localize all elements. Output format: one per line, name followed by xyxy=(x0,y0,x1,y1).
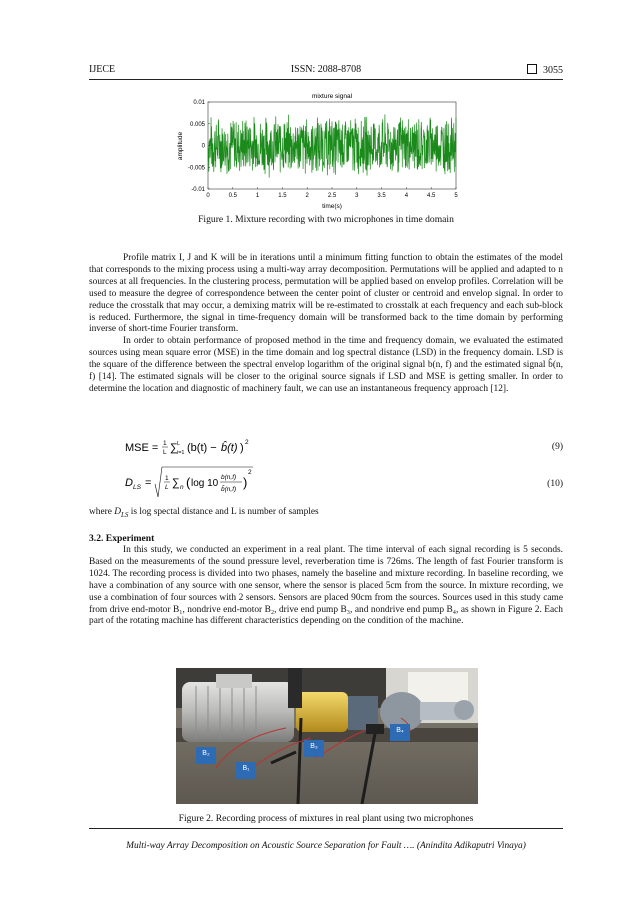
checkbox-icon xyxy=(527,64,537,74)
equation-10-number: (10) xyxy=(547,479,563,489)
equation-10 xyxy=(125,464,295,505)
equation-9 xyxy=(125,436,285,461)
figure1-caption: Figure 1. Mixture recording with two microphones in time domain xyxy=(198,214,454,225)
where-text: is log spectal distance and L is number of samples xyxy=(130,507,319,517)
svg-text:n: n xyxy=(180,484,184,491)
page-footer: Multi-way Array Decomposition on Acoustic Source Separation for Fault …. (Anindita Adikaputri Vinaya) xyxy=(126,841,526,851)
svg-text:2: 2 xyxy=(248,469,252,476)
mixture-signal-chart xyxy=(170,90,470,212)
x-tick-label: 5 xyxy=(454,193,458,199)
lsd-formula xyxy=(125,464,295,502)
dls-symbol: $D_{LS}$ xyxy=(114,507,129,519)
svg-text:b̂(n,f): b̂(n,f) xyxy=(221,486,237,493)
svg-text:∑: ∑ xyxy=(170,442,178,454)
y-tick-label: 0 xyxy=(201,143,205,150)
figure2-caption: Figure 2. Recording process of mixtures in real plant using two microphones xyxy=(178,813,474,824)
x-tick-label: 2.5 xyxy=(327,193,337,199)
where-line xyxy=(89,507,563,522)
journal-name: IJECE xyxy=(89,64,116,75)
header-rule xyxy=(89,79,563,80)
label-b4: B₄ xyxy=(396,727,404,734)
paragraph-1: Profile matrix I, J and K will be in iterations until a minimum fitting function to obtain the estimates of the model that corresponds to the mixing process using a multi-way array decomposition. Permutations will be applied and adapted to n sources at all frequencies. In the clustering process, permutation will be applied based on envelop profiles. Correlation will be used to measure the degree of correspondence between the center point of cluster or centroid and envelop signal. In order to reduce the crosstalk that may occur, a demixing matrix will be re-estimated to crosstalk at each frequency and each sub-block is reduced. Furthermore, the signal in time-frequency domain will be transformed back to the time domain by performing inverse of short-time Fourier transform. xyxy=(89,253,563,335)
issn: ISSN: 2088-8708 xyxy=(290,64,362,75)
svg-text:L: L xyxy=(163,449,167,456)
equation-9-number: (9) xyxy=(551,442,563,452)
page-header xyxy=(89,64,563,78)
section-heading: 3.2. Experiment xyxy=(89,533,155,544)
x-tick-label: 2 xyxy=(305,193,309,199)
svg-text:MSE =: MSE = xyxy=(125,442,159,454)
svg-text:(b(t) −: (b(t) − xyxy=(187,442,217,454)
y-tick-label: 0.01 xyxy=(193,100,205,106)
y-axis-label: amplitude xyxy=(177,131,184,161)
svg-text:log 10: log 10 xyxy=(191,478,219,489)
svg-text:b̂(t): b̂(t) xyxy=(221,442,238,454)
svg-text:D: D xyxy=(125,477,133,489)
chart-title: mixture signal xyxy=(311,93,353,100)
svg-text:b(n,f): b(n,f) xyxy=(221,474,237,481)
svg-text:i=1: i=1 xyxy=(177,450,185,456)
y-tick-label: 0.005 xyxy=(189,121,205,128)
svg-text:LS: LS xyxy=(133,484,141,491)
svg-text:L: L xyxy=(177,441,181,447)
svg-text:=: = xyxy=(145,477,152,489)
svg-text:): ) xyxy=(243,475,248,490)
svg-text:1: 1 xyxy=(163,440,167,447)
label-b2: B₂ xyxy=(202,750,210,757)
label-b1: B₁ xyxy=(242,765,250,772)
x-tick-label: 3 xyxy=(355,193,359,199)
plant-photo xyxy=(176,668,478,804)
paragraph-2: In order to obtain performance of proposed method in the time and frequency domain, we evaluated the estimated sources using mean square error (MSE) in the time domain and log spectral distance (LSD) in the frequency domain. LSD is the square of the difference between the spectral envelop logarithm of the original signal b(n, f) and the estimated signal b̂(n, f) [14]. The estimated signals will be closer to the original source signals if LSD and MSE is getting smaller. In order to determine the location and diagnostic of machinery fault, we can use an instantaneous frequency approach [12]. xyxy=(89,336,563,394)
x-tick-label: 3.5 xyxy=(377,193,386,199)
svg-text:L: L xyxy=(165,484,169,491)
x-tick-label: 1.5 xyxy=(278,193,287,199)
paragraph-3: In this study, we conducted an experiment in a real plant. The time interval of each signal recording is 5 seconds. Based on the measurements of the sound pressure level, reverberation time is 726ms. The length of fast Fourier transform is 1024. The recording process is divided into two phases, namely the baseline and mixture recording. In baseline recording, we have a combination of any source with one sensor, where the sensor is placed 5cm from the source. In mixture recording, we use a combination of four sources with 2 sensors. Sensors are placed 90cm from the sources. Sources used in this study came from drive end-motor B₁, nondrive end-motor B₂, drive end pump B₃, and nondrive end pump B₄, as shown in Figure 2. Each part of the rotating machine has different characteristics depending on the condition of the machine. xyxy=(89,545,563,627)
where-prefix: where xyxy=(89,507,112,517)
svg-text:2: 2 xyxy=(245,439,249,446)
label-b3: B₃ xyxy=(310,743,318,750)
footer-rule xyxy=(89,828,563,829)
x-tick-label: 4.5 xyxy=(427,193,436,199)
svg-text:): ) xyxy=(240,442,244,454)
plant-illustration xyxy=(176,668,478,804)
x-axis-label: time(s) xyxy=(322,203,342,210)
body-text-2 xyxy=(89,545,563,628)
y-tick-label: -0.01 xyxy=(191,187,205,193)
svg-text:∑: ∑ xyxy=(172,477,180,489)
x-tick-label: 0.5 xyxy=(228,193,237,199)
page-number: 3055 xyxy=(543,65,563,76)
svg-text:1: 1 xyxy=(165,475,169,482)
page-number-wrap xyxy=(527,64,563,76)
svg-text:(: ( xyxy=(186,475,191,490)
x-tick-label: 0 xyxy=(206,193,210,199)
body-text-1 xyxy=(89,253,563,396)
y-tick-labels xyxy=(188,100,210,193)
y-tick-label: -0.005 xyxy=(187,165,205,172)
x-tick-label: 1 xyxy=(255,193,260,199)
mse-formula xyxy=(125,436,285,458)
x-tick-label: 4 xyxy=(404,193,409,199)
